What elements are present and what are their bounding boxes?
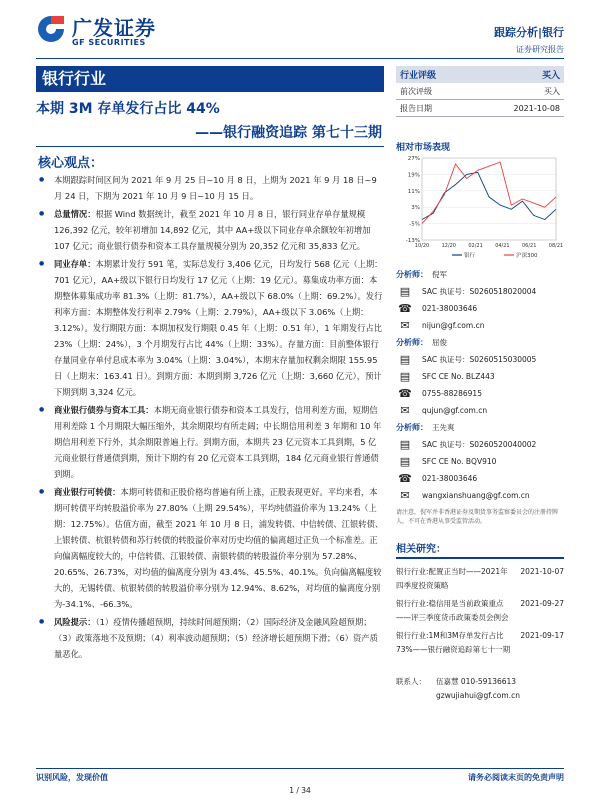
y-tick-label: -13% <box>405 238 420 244</box>
y-tick-label: 11% <box>407 188 420 195</box>
rating-prev: 前次评级 买入 <box>396 83 564 100</box>
phone-icon: ☎ <box>398 472 412 485</box>
chart-frame <box>422 158 556 240</box>
bullet-total: ● 总量情况：根据 Wind 数据统计，截至 2021 年 10 月 8 日，银行同业存单存量规模 126,392 亿元，较年初增加 14,892 亿元，其中 AA+级以下同业存单余额较年初增加 107 亿元；商业银行债券和资本工具存量规模分别为 20,352 亿元和 35,833 亿元。 <box>36 206 384 254</box>
footer-divider <box>36 768 564 769</box>
x-tick-label: 08/21 <box>548 243 564 249</box>
series-line-1 <box>422 162 556 224</box>
footer-slogan: 识别风险，发现价值 <box>36 773 108 782</box>
analyst-2: 分析师： 屈俊 ▤ SAC 执证号：S0260515030005 ▤ SFC CE No. BLZ443 ☎ 0755-88286915 ✉ qujun@gf.com.cn <box>396 338 537 417</box>
x-tick-label: 06/21 <box>521 243 537 249</box>
email-icon: ✉ <box>400 404 410 417</box>
page-number: 1 / 34 <box>289 786 311 795</box>
series-line-0 <box>422 172 556 219</box>
bullet-convertible: ● 商业银行可转债：本期可转债和正股价格均普遍有所上涨，正股表现更好。平均来看，本期可转债平均转股溢价率为 27.80%（上期 29.54%），平均纯债溢价率为 13.24%（上期：12.75%）。估值方面，截至 2021 年 10 月 8 日，浦发转债、中信转债、江银转债、上银转债、杭银转债和苏行转债的转股溢价率对历史均值的偏离超过正负一个标准差。正向偏离幅度较大的，中信转债、江银转债、南银转债的转股溢价率分别为 57.28%、20.65%、26.73%，对均值的偏离度分别为 43.4%、45.5%、40.1%。负向偏离幅度较大的，无锡转债、杭银转债的转股溢价率分别为 12.94%、8.62%，对均值的偏离度分别为-34.1%、-66.3%。 <box>36 484 384 612</box>
y-tick-label: 3% <box>411 205 420 212</box>
analyst-3: 分析师： 王先爽 ▤ SAC 执证号：S0260520040002 ▤ SFC CE No. BQV910 ☎ 021-38003646 ✉ wangxianshuang@gf.com.cn <box>396 423 537 502</box>
report-title: 本期 3M 存单发行占比 44% <box>36 101 220 117</box>
id-card-icon: ▤ <box>399 370 411 383</box>
email-icon: ✉ <box>400 489 410 502</box>
legend-label: 银行 <box>464 253 476 259</box>
related-item[interactable]: 银行行业:稳信用是当前政策重点——评三季度货币政策委员会例会 2021-09-27 <box>396 599 564 622</box>
core-title: 核心观点： <box>38 156 104 171</box>
logo-en: GF SECURITIES <box>72 38 146 47</box>
report-subtitle: ——银行融资追踪 第七十三期 <box>195 125 382 141</box>
id-card-icon: ▤ <box>399 285 411 298</box>
relative-performance-chart <box>396 152 564 262</box>
phone-icon: ☎ <box>398 302 412 315</box>
y-tick-label: -5% <box>409 221 420 228</box>
phone-icon: ☎ <box>398 387 412 400</box>
id-card-icon: ▤ <box>399 353 411 366</box>
core-points <box>36 172 384 664</box>
related-item[interactable]: 银行行业:1M和3M存单发行占比73%——银行融资追踪第七十一期 2021-09-17 <box>396 631 564 654</box>
id-card-icon: ▤ <box>399 438 411 451</box>
analysts <box>396 266 564 526</box>
analyst-email[interactable]: qujun@gf.com.cn <box>422 406 488 415</box>
rating-date: 报告日期 2021-10-08 <box>396 100 564 117</box>
y-tick-label: 19% <box>407 172 420 179</box>
legend-label: 沪深300 <box>516 253 538 259</box>
title-divider <box>36 146 384 147</box>
related-item[interactable]: 银行行业:配置正当时——2021年四季度投资策略 2021-10-07 <box>396 567 564 590</box>
contact-email[interactable]: gzwujiahui@gf.com.cn <box>436 691 520 700</box>
related-research <box>396 540 564 703</box>
bullet-ncd: ● 同业存单：本期累计发行 591 笔，实际总发行 3,406 亿元，日均发行 568 亿元（上期：701 亿元），AA+级以下银行日均发行 17 亿元（上期：19 亿元）。募集成功率方面：本期整体募集成功率 81.3%（上期：81.7%），AA+级以下 68.0%（上期：69.2%）。发行利率方面：本期整体发行利率 2.79%（上期：2.79%），AA+级以下 3.06%（上期：3.12%）。发行期限方面：本期加权发行期限 0.45 年（上期：0.51 年），1 年期发行占比 23%（上期：24%），3 个月期发行占比 44%（上期：33%）。存量方面：目前整体银行存量同业存单付息成本率为 3.04%（上期：3.04%），本期末存量加权剩余期限 155.95 日（上期末：163.41 日）。到期方面：本期到期 3,726 亿元（上期：3,660 亿元），预计下期到期 3,324 亿元。 <box>36 256 384 400</box>
gf-logo-icon <box>36 14 66 44</box>
x-tick-label: 10/20 <box>414 243 430 249</box>
contact: 联系人： 伍嘉慧 010-59136613 gzwujiahui@gf.com.cn <box>396 675 564 703</box>
logo-cn: 广发证券 <box>72 16 156 40</box>
bullet-period: ● 本期跟踪时间区间为 2021 年 9 月 25 日~10 月 8 日，上期为 2021 年 9 月 18 日~9 月 24 日，下期为 2021 年 10 月 9 日~10 月 15 日。 <box>36 172 384 204</box>
analyst-1: 分析师： 倪军 ▤ SAC 执证号：S0260518020004 ☎ 021-38003646 ✉ nijun@gf.com.cn <box>396 270 537 332</box>
report-type: 跟踪分析|银行 <box>493 26 564 39</box>
analyst-email[interactable]: nijun@gf.com.cn <box>422 321 485 330</box>
x-tick-label: 02/21 <box>468 243 483 249</box>
x-tick-label: 12/20 <box>441 243 457 249</box>
header-divider <box>36 58 564 59</box>
x-tick-label: 04/21 <box>495 243 510 249</box>
bullet-bonds: ● 商业银行债券与资本工具：本期无商业银行债券和资本工具发行，信用利差方面，短期信用利差除 1 个月期限大幅压缩外，其余期限均有所走阔；中长期信用利差 3 年期和 10 年期信用利差下行外，其余期限普遍上行。到期方面，本期共 23 亿元资本工具到期，5 亿元商业银行普通债到期，预计下期约有 20 亿元资本工具到期，184 亿元商业银行普通债到期。 <box>36 402 384 482</box>
bullet-risk: ● 风险提示：（1）疫情传播超预期，持续时间超预期；（2）国际经济及金融风险超预期；（3）政策落地不及预期；（4）利率波动超预期；（5）经济增长超预期下滑；（6）资产质量恶化。 <box>36 614 384 662</box>
id-card-icon: ▤ <box>399 455 411 468</box>
analyst-email[interactable]: wangxianshuang@gf.com.cn <box>422 491 530 500</box>
related-title: 相关研究： <box>396 540 564 559</box>
footer-disclaimer-note: 请务必阅读末页的免责声明 <box>468 773 564 782</box>
y-tick-label: 27% <box>407 156 420 162</box>
rating-head: 行业评级 买入 <box>396 66 564 83</box>
sector-banner: 银行行业 <box>36 66 384 92</box>
chart-title: 相对市场表现 <box>396 143 451 153</box>
email-icon: ✉ <box>400 319 410 332</box>
report-sub: 证券研究报告 <box>516 45 564 54</box>
disclaimer: 请注意，倪军并非香港证券及期货事务监察委员会的注册持牌人，不可在香港从事受监管活动。 <box>396 509 559 525</box>
rating-table <box>396 66 564 117</box>
